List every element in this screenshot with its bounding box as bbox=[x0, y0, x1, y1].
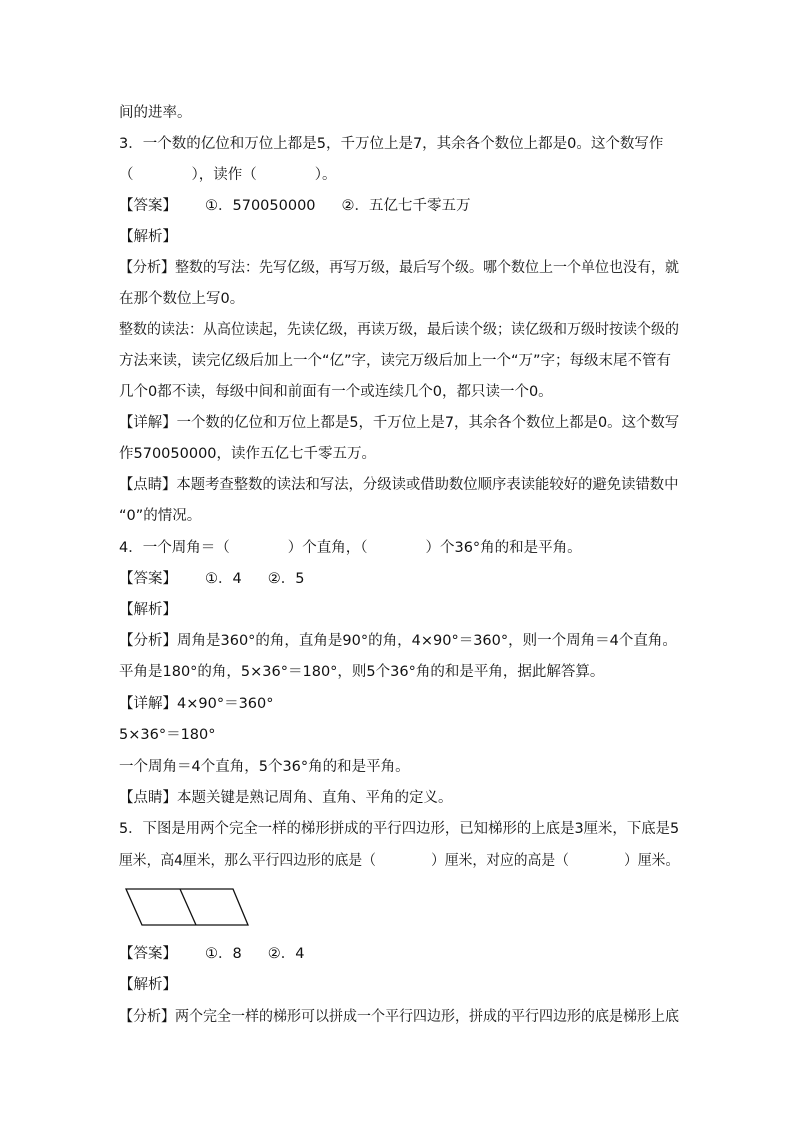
answer-tag: 【答案】 bbox=[119, 946, 177, 962]
answer-item: ②．5 bbox=[267, 571, 305, 587]
parallelogram-figure bbox=[121, 884, 253, 932]
answer-tag: 【答案】 bbox=[119, 571, 177, 587]
tip-text: 【点睛】本题考查整数的读法和写法，分级读或借助数位顺序表读能较好的避免读错数中 bbox=[119, 477, 679, 493]
answer-line-4 bbox=[119, 569, 679, 589]
analysis-text: 【分析】整数的写法：先写亿级，再写万级，最后写个级。哪个数位上一个单位也没有，就 bbox=[119, 260, 679, 276]
analysis-text: 整数的读法：从高位读起，先读亿级，再读万级，最后读个级；读亿级和万级时按读个级的 bbox=[119, 322, 679, 338]
detail-text: 作570050000，读作五亿七千零五万。 bbox=[119, 446, 377, 462]
answer-line-3 bbox=[119, 196, 679, 216]
tip-text: “0”的情况。 bbox=[119, 508, 202, 524]
answer-item: ②．4 bbox=[267, 946, 305, 962]
trapezoid-divider-line bbox=[180, 889, 196, 925]
analysis-text: 【分析】周角是360°的角，直角是90°的角，4×90°＝360°，则一个周角＝4个直角。 bbox=[119, 633, 677, 649]
answer-item: ①．8 bbox=[205, 946, 242, 962]
tip-text: 【点睛】本题关键是熟记周角、直角、平角的定义。 bbox=[119, 790, 453, 806]
question-5: 5．下图是用两个完全一样的梯形拼成的平行四边形，已知梯形的上底是3厘米，下底是5 bbox=[119, 821, 680, 837]
answer-tag: 【答案】 bbox=[119, 198, 177, 214]
answer-line-5 bbox=[119, 944, 679, 964]
analysis-text: 平角是180°的角，5×36°＝180°，则5个36°角的和是平角，据此解答算。 bbox=[119, 664, 605, 680]
question-5: 厘米，高4厘米，那么平行四边形的底是（ ）厘米，对应的高是（ ）厘米。 bbox=[119, 853, 680, 869]
analysis-tag: 【解析】 bbox=[119, 602, 177, 618]
answer-item: ①．570050000 bbox=[205, 198, 316, 214]
analysis-tag: 【解析】 bbox=[119, 977, 177, 993]
answer-item: ②．五亿七千零五万 bbox=[341, 198, 471, 214]
detail-text: 【详解】4×90°＝360° bbox=[119, 696, 274, 712]
question-4: 4．一个周角＝（ ）个直角，（ ）个36°角的和是平角。 bbox=[119, 540, 582, 556]
analysis-text: 【分析】两个完全一样的梯形可以拼成一个平行四边形，拼成的平行四边形的底是梯形上底 bbox=[119, 1009, 679, 1025]
detail-text: 一个周角＝4个直角，5个36°角的和是平角。 bbox=[119, 759, 410, 775]
question-3: 3．一个数的亿位和万位上都是5，千万位上是7，其余各个数位上都是0。这个数写作 bbox=[119, 136, 664, 152]
text-line: 间的进率。 bbox=[119, 105, 192, 121]
analysis-tag: 【解析】 bbox=[119, 229, 177, 245]
detail-text: 5×36°＝180° bbox=[119, 727, 216, 743]
analysis-text: 几个0都不读，每级中间和前面有一个或连续几个0，都只读一个0。 bbox=[119, 384, 553, 400]
question-3-blanks: （ ），读作（ ）。 bbox=[119, 167, 337, 183]
analysis-text: 方法来读，读完亿级后加上一个“亿”字，读完万级后加上一个“万”字；每级末尾不管有 bbox=[119, 353, 672, 369]
answer-item: ①．4 bbox=[205, 571, 242, 587]
parallelogram-outline bbox=[126, 889, 248, 925]
analysis-text: 在那个数位上写0。 bbox=[119, 291, 245, 307]
detail-text: 【详解】一个数的亿位和万位上都是5，千万位上是7，其余各个数位上都是0。这个数写 bbox=[119, 415, 680, 431]
